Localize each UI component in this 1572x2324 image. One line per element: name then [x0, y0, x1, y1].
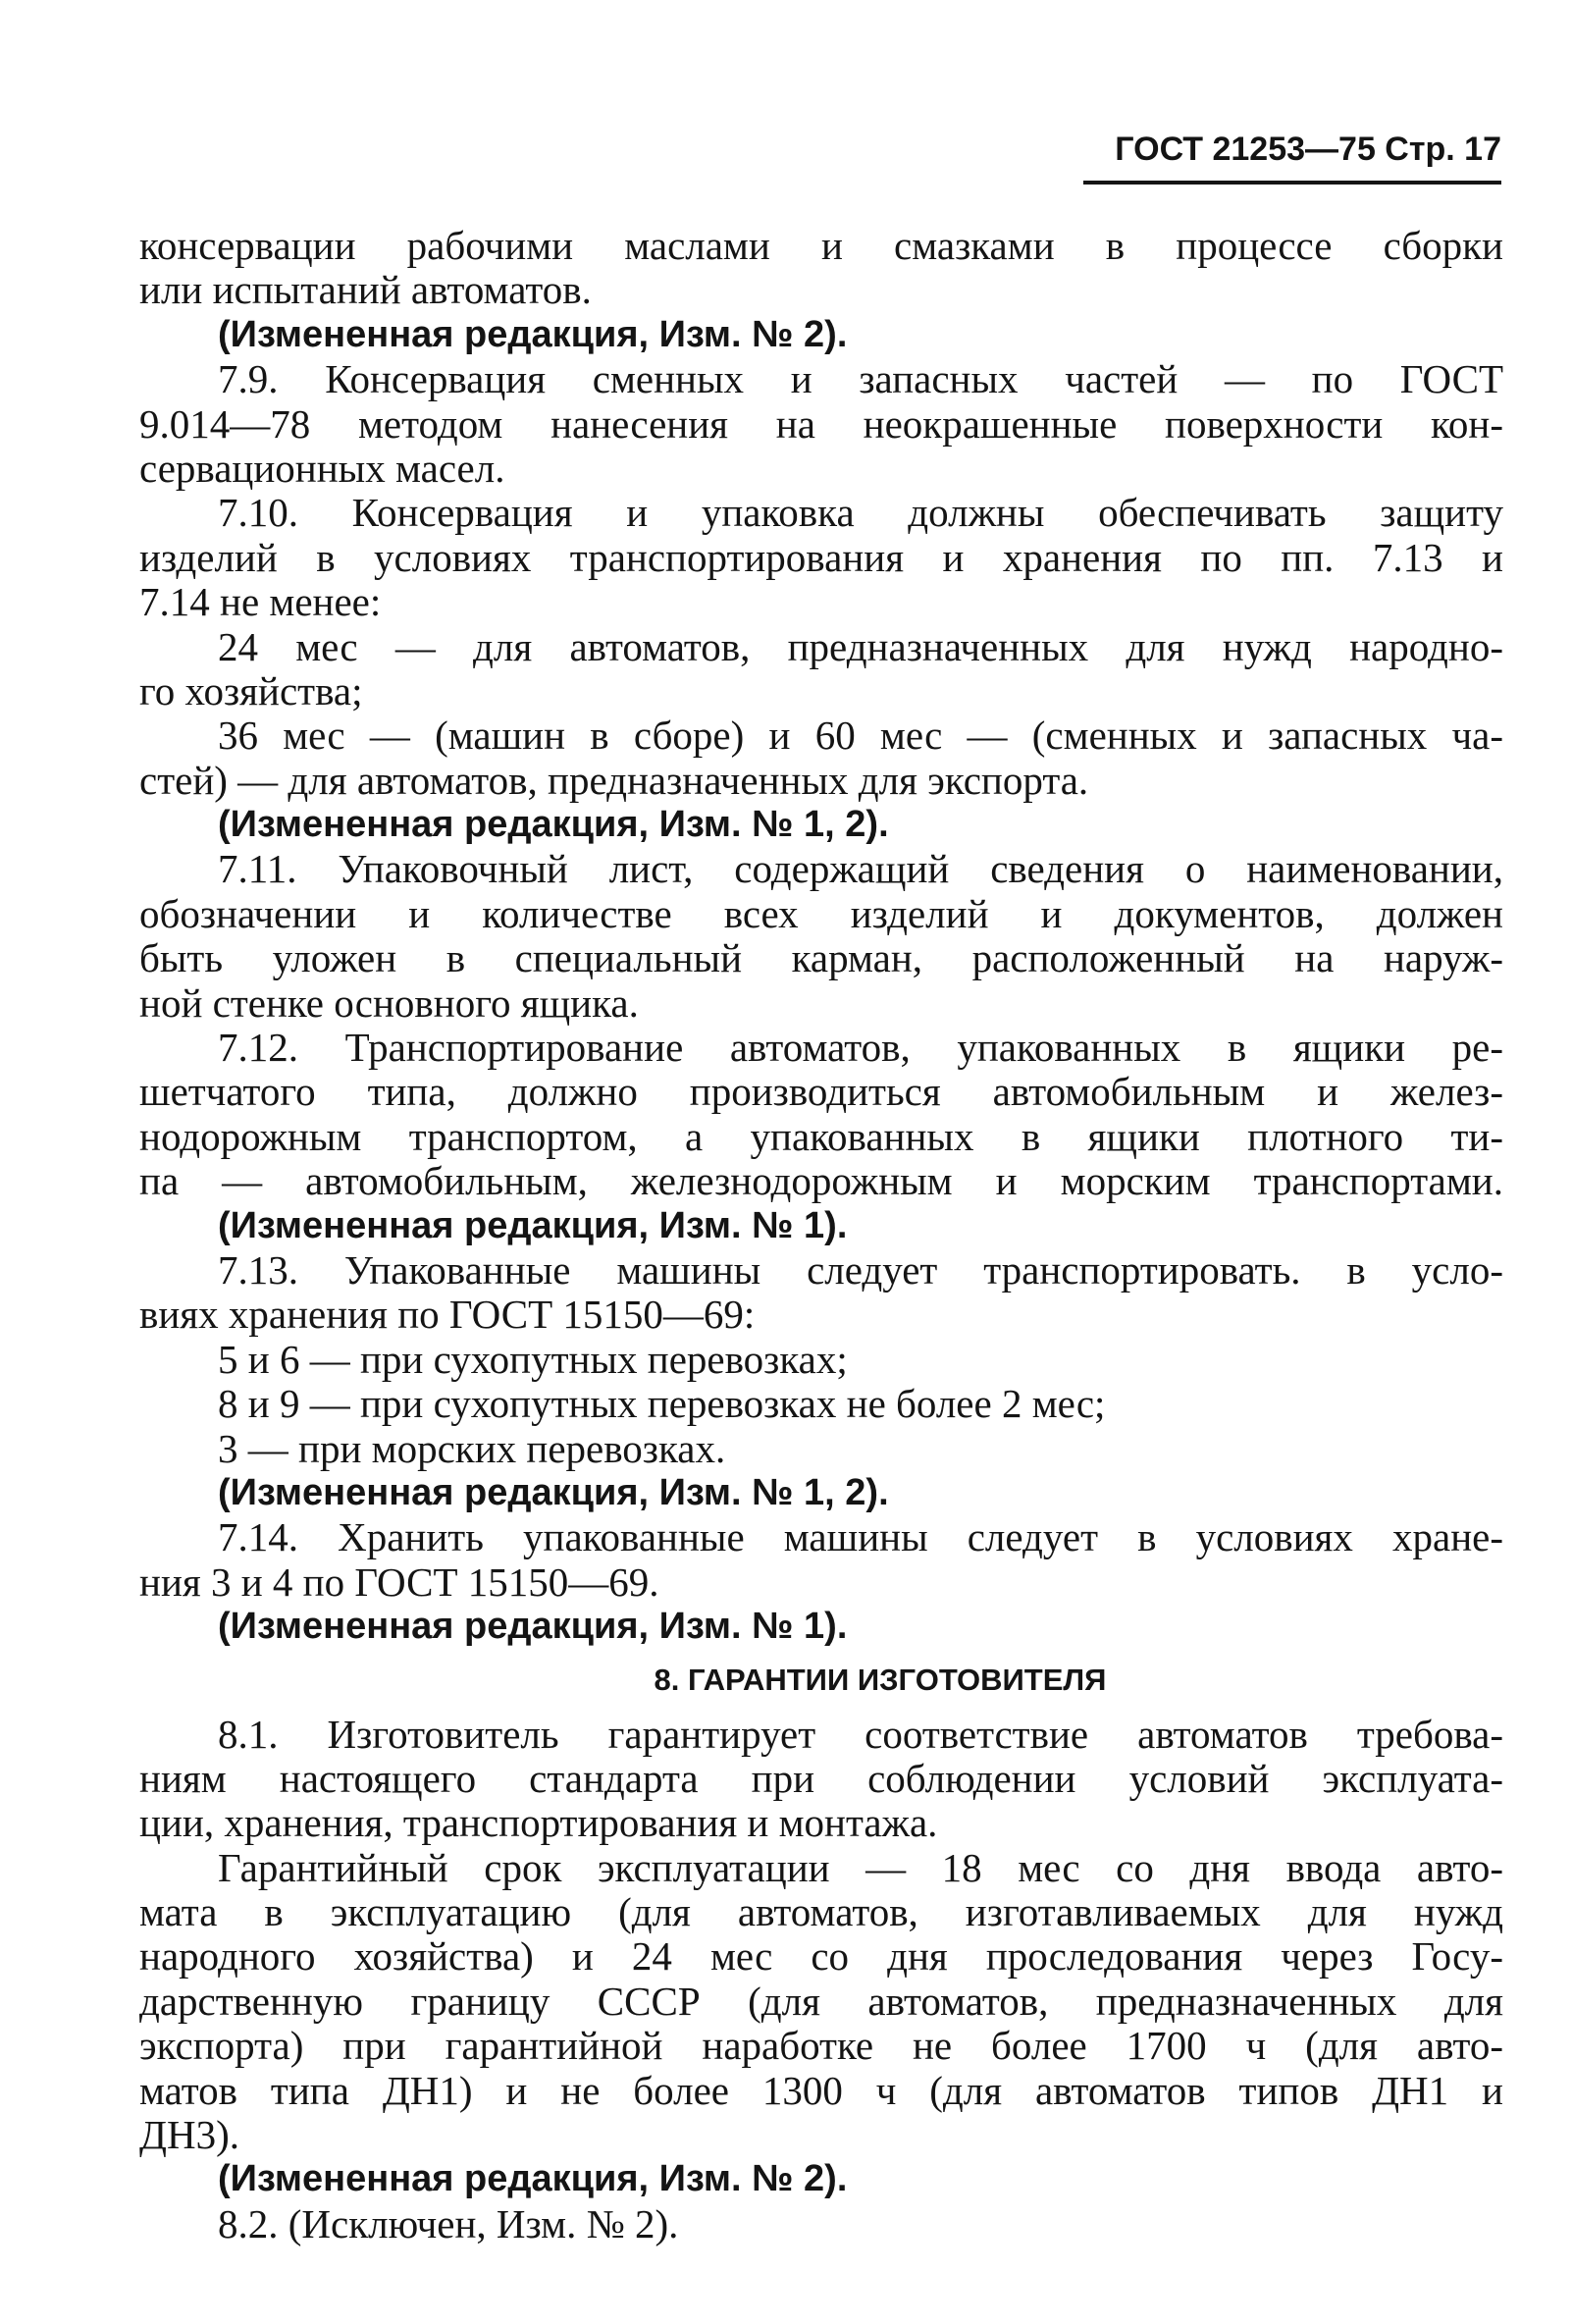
- text-line: Гарантийный срок эксплуатации — 18 мес со дня ввода авто-: [218, 1844, 1503, 1890]
- text-line: го хозяйства;: [139, 667, 363, 713]
- text-line: виях хранения по ГОСТ 15150—69:: [139, 1292, 756, 1338]
- text-line: 36 мес — (машин в сборе) и 60 мес — (сменных и запасных ча-: [218, 713, 1503, 759]
- text-line: дарственную границу СССР (для автоматов, предназначенных для: [139, 1978, 1503, 2024]
- text-line: ной стенке основного ящика.: [139, 979, 639, 1026]
- text-line: изделий в условиях транспортирования и хранения по пп. 7.13 и: [139, 534, 1503, 580]
- paragraph-7-14: 7.14. Хранить упакованные машины следует в условиях хране-: [218, 1514, 1503, 1560]
- list-item: 5 и 6 — при сухопутных перевозках;: [218, 1336, 848, 1382]
- text-line: обозначении и количестве всех изделий и документов, должен: [139, 890, 1503, 936]
- amendment-note: (Измененная редакция, Изм. № 1, 2).: [218, 804, 889, 846]
- amendment-note: (Измененная редакция, Изм. № 1).: [218, 1204, 848, 1246]
- paragraph-8-1: 8.1. Изготовитель гарантирует соответствие автоматов требова-: [218, 1711, 1503, 1757]
- text-line: мата в эксплуатацию (для автоматов, изготавливаемых для нужд: [139, 1889, 1503, 1935]
- text-line: народного хозяйства) и 24 мес со дня проследования через Госу-: [139, 1933, 1503, 1980]
- amendment-note: (Измененная редакция, Изм. № 2).: [218, 313, 848, 355]
- text-line: 7.14 не менее:: [139, 579, 382, 625]
- paragraph-7-9: 7.9. Консервация сменных и запасных частей — по ГОСТ: [218, 356, 1503, 402]
- text-line: нодорожным транспортом, а упакованных в ящики плотного ти-: [139, 1113, 1503, 1159]
- paragraph-7-11: 7.11. Упаковочный лист, содержащий сведения о наименовании,: [218, 846, 1503, 892]
- list-item: 3 — при морских перевозках.: [218, 1425, 726, 1471]
- text-line: матов типа ДН1) и не более 1300 ч (для автоматов типов ДН1 и: [139, 2067, 1503, 2113]
- page-header: ГОСТ 21253—75 Стр. 17: [1083, 126, 1501, 185]
- text-line: 9.014—78 методом нанесения на неокрашенные поверхности кон-: [139, 400, 1503, 447]
- paragraph-7-13: 7.13. Упакованные машины следует транспортировать. в усло-: [218, 1246, 1503, 1293]
- text-line: консервации рабочими маслами и смазками в процессе сборки: [139, 223, 1503, 268]
- text-line: экспорта) при гарантийной наработке не более 1700 ч (для авто-: [139, 2023, 1503, 2069]
- text-line: или испытаний автоматов.: [139, 267, 592, 313]
- text-line: ния 3 и 4 по ГОСТ 15150—69.: [139, 1558, 659, 1605]
- section-heading: 8. ГАРАНТИИ ИЗГОТОВИТЕЛЯ: [654, 1662, 1107, 1697]
- text-line: сервационных масел.: [139, 445, 505, 491]
- amendment-note: (Измененная редакция, Изм. № 1, 2).: [218, 1471, 889, 1513]
- text-line: ДН3).: [139, 2112, 239, 2158]
- text-line: ниям настоящего стандарта при соблюдении условий эксплуата-: [139, 1755, 1503, 1801]
- document-body: [139, 224, 1503, 2246]
- amendment-note: (Измененная редакция, Изм. № 2).: [218, 2158, 848, 2200]
- amendment-note: (Измененная редакция, Изм. № 1).: [218, 1606, 848, 1648]
- list-item: 8 и 9 — при сухопутных перевозках не более 2 мес;: [218, 1381, 1106, 1427]
- paragraph-7-12: 7.12. Транспортирование автоматов, упакованных в ящики ре-: [218, 1025, 1503, 1071]
- text-line: шетчатого типа, должно производиться автомобильным и желез-: [139, 1069, 1503, 1115]
- text-line: быть уложен в специальный карман, расположенный на наруж-: [139, 935, 1503, 981]
- paragraph-8-2: 8.2. (Исключен, Изм. № 2).: [218, 2200, 679, 2246]
- text-line: стей) — для автоматов, предназначенных для экспорта.: [139, 757, 1089, 803]
- text-line: ции, хранения, транспортирования и монтажа.: [139, 1800, 938, 1846]
- text-line: па — автомобильным, железнодорожным и морским транспортами.: [139, 1158, 1503, 1204]
- paragraph-7-10: 7.10. Консервация и упаковка должны обеспечивать защиту: [218, 490, 1503, 536]
- text-line: 24 мес — для автоматов, предназначенных для нужд народно-: [218, 623, 1503, 669]
